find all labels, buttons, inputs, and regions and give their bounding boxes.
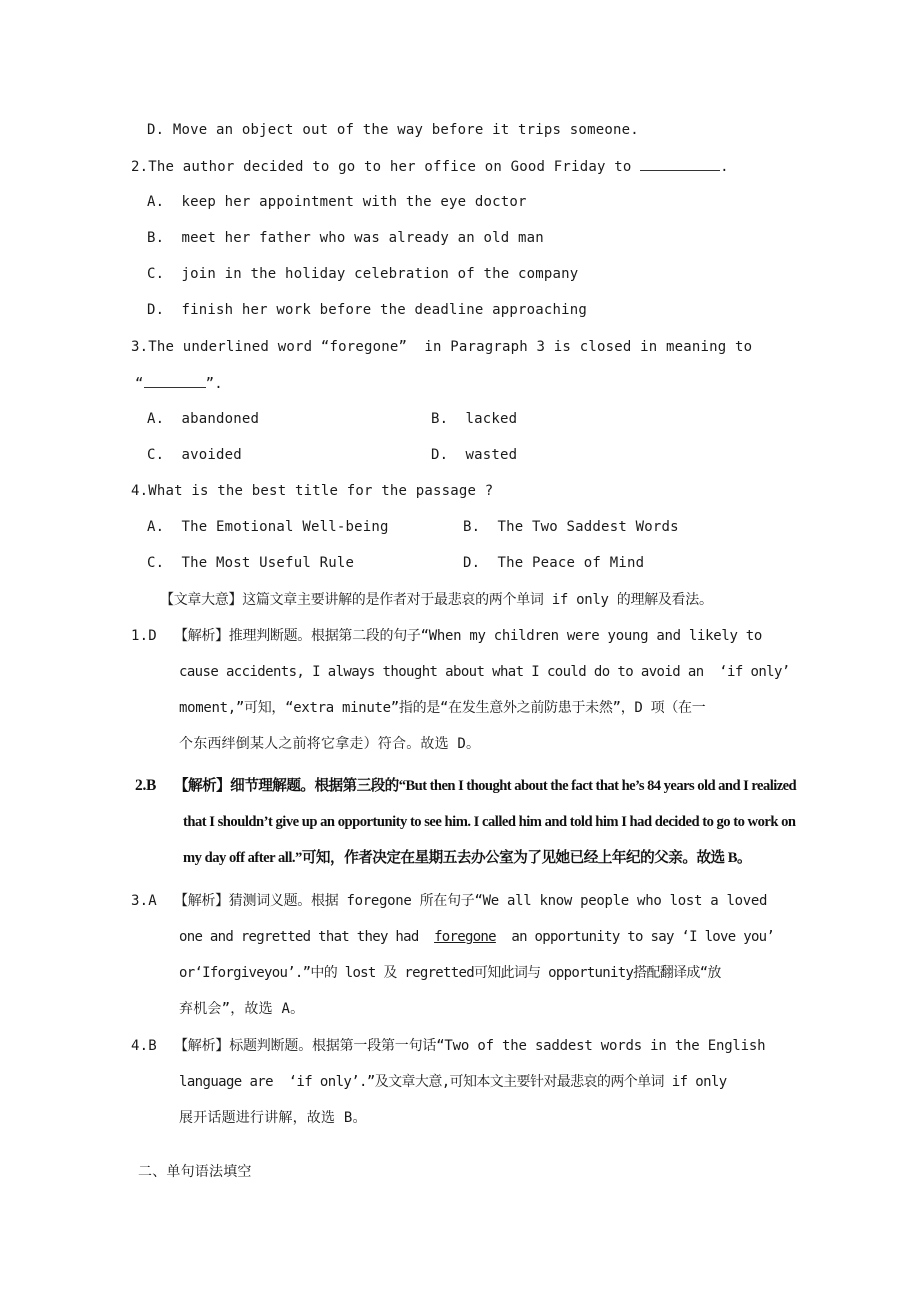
q2-stem-end: . (720, 159, 729, 175)
q3-blank (144, 374, 206, 388)
answer-3-line-4: 弃机会”，故选 A。 (179, 1001, 305, 1017)
q4-option-a: A. The Emotional Well-being (147, 519, 389, 535)
answer-3-line-3: or‘Iforgiveyou’.”中的 lost 及 regretted可知此词与 opportunity搭配翻译成“放 (179, 965, 721, 981)
passage-summary: 【文章大意】这篇文章主要讲解的是作者对于最悲哀的两个单词 if only 的理解及看法。 (160, 592, 713, 608)
answer-4-line-1: 【解析】标题判断题。根据第一段第一句话“Two of the saddest words in the English (174, 1038, 766, 1054)
answer-1-line-3: moment,”可知，“extra minute”指的是“在发生意外之前防患于未然”，D 项（在一 (179, 700, 706, 716)
answer-4-label: 4.B (131, 1038, 157, 1054)
answer-3-line-1: 【解析】猜测词义题。根据 foregone 所在句子“We all know people who lost a loved (174, 893, 768, 909)
q2-option-a: A. keep her appointment with the eye doctor (147, 194, 527, 210)
answer-1-line-1: 【解析】推理判断题。根据第二段的句子“When my children were young and likely to (174, 628, 763, 644)
answer-3-line-2-pre: one and regretted that they had (179, 929, 435, 945)
answer-3-label: 3.A (131, 893, 157, 909)
q2-option-c: C. join in the holiday celebration of the company (147, 266, 579, 282)
q4-option-b: B. The Two Saddest Words (463, 519, 679, 535)
q3-option-b: B. lacked (431, 411, 518, 427)
q2-option-b: B. meet her father who was already an old man (147, 230, 544, 246)
answer-2-line-3: my day off after all.”可知，作者决定在星期五去办公室为了见她已经上年纪的父亲。故选 B。 (183, 850, 752, 866)
answer-2-label: 2.B (135, 777, 157, 794)
answer-3-line-2-post: an opportunity to say ‘I love you’ (495, 929, 775, 945)
q2-stem-text: 2.The author decided to go to her office on Good Friday to (131, 159, 632, 175)
answer-4-line-3: 展开话题进行讲解，故选 B。 (179, 1110, 367, 1126)
q3-close-quote: ”. (205, 376, 223, 392)
q4-option-c: C. The Most Useful Rule (147, 555, 355, 571)
q3-stem: 3.The underlined word “foregone” in Paragraph 3 is closed in meaning to (131, 339, 753, 355)
q4-stem: 4.What is the best title for the passage ? (131, 483, 494, 499)
answer-1-line-2: cause accidents, I always thought about what I could do to avoid an ‘if only’ (179, 664, 790, 680)
q1-option-d: D. Move an object out of the way before it trips someone. (147, 122, 639, 138)
answer-2-line-2: that I shouldn’t give up an opportunity to see him. I called him and told him I had decided to go to work on (183, 814, 796, 830)
q2-option-d: D. finish her work before the deadline approaching (147, 302, 588, 318)
q2-blank (640, 157, 720, 171)
q3-open-quote: “ (135, 376, 144, 392)
answer-2-line-1: 【解析】细节理解题。根据第三段的“But then I thought about the fact that he’s 84 years old and I realized (174, 778, 797, 794)
q3-option-a: A. abandoned (147, 411, 260, 427)
q2-stem (131, 157, 729, 176)
answer-1-label: 1.D (131, 628, 157, 644)
underlined-word-foregone: foregone (434, 929, 496, 945)
answer-4-line-2: language are ‘if only’.”及文章大意,可知本文主要针对最悲哀的两个单词 if only (179, 1074, 727, 1090)
answer-1-line-4: 个东西绊倒某人之前将它拿走）符合。故选 D。 (179, 736, 481, 752)
q3-stem-blank-line (135, 374, 223, 393)
q3-option-c: C. avoided (147, 447, 242, 463)
section-heading: 二、单句语法填空 (138, 1164, 252, 1180)
q3-option-d: D. wasted (431, 447, 518, 463)
answer-3-line-2 (179, 928, 774, 946)
q4-option-d: D. The Peace of Mind (463, 555, 645, 571)
